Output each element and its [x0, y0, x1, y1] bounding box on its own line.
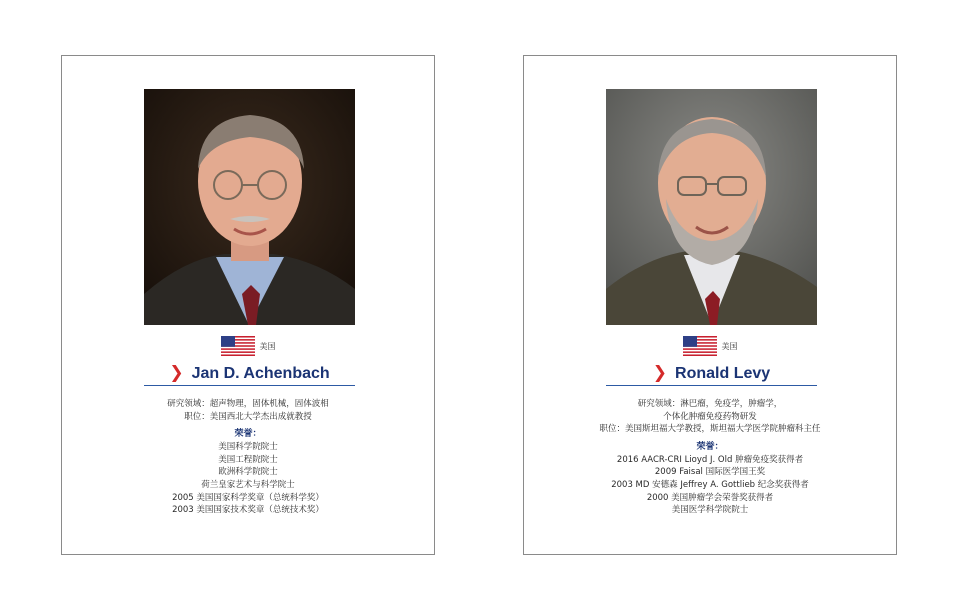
honor-item: 美国工程院院士 [218, 454, 278, 465]
portrait-photo [144, 89, 355, 325]
chevron-right-icon: ❯ [652, 363, 668, 383]
honor-item: 欧洲科学院院士 [218, 467, 278, 478]
honors-title: 荣誉： [234, 429, 262, 440]
profile-card-levy [523, 55, 897, 555]
honor-item: 美国科学院院士 [218, 442, 278, 453]
name-heading [606, 362, 817, 386]
honor-item: 美国医学科学院院士 [671, 505, 749, 516]
honor-item: 2016 AACR-CRI Lioyd J. Old 肿瘤免疫奖获得者 [616, 454, 804, 465]
country-row [524, 335, 896, 357]
honors-title: 荣誉： [696, 441, 724, 452]
name-heading [144, 362, 355, 386]
person-name: Ronald Levy [675, 364, 771, 382]
profile-info [62, 398, 434, 517]
honor-item: 荷兰皇家艺术与科学院士 [201, 479, 295, 490]
honor-item: 2003 MD 安德森 Jeffrey A. Gottlieb 纪念奖获得者 [611, 479, 809, 490]
research-field-continued: 个体化肿瘤免疫药物研发 [663, 411, 757, 422]
us-flag-icon [683, 336, 717, 356]
research-field: 研究领域：淋巴瘤，免疫学，肿瘤学， [637, 399, 783, 409]
chevron-right-icon: ❯ [169, 363, 184, 383]
country-row [62, 335, 434, 357]
portrait-image [144, 89, 355, 325]
position: 职位：美国西北大学杰出成就教授 [184, 411, 312, 422]
honor-item: 2009 Faisal 国际医学国王奖 [654, 467, 766, 478]
honor-item: 2000 美国肿瘤学会荣誉奖获得者 [646, 492, 774, 503]
person-name: Jan D. Achenbach [191, 364, 330, 382]
country-label: 美国 [721, 341, 738, 351]
profile-info [524, 398, 896, 517]
honor-item: 2005 美国国家科学奖章（总统科学奖） [172, 492, 324, 503]
portrait-photo [606, 89, 817, 325]
research-field: 研究领域：超声物理，固体机械，固体波相 [167, 399, 329, 409]
country-label: 美国 [259, 341, 276, 351]
portrait-image [606, 89, 817, 325]
us-flag-icon [221, 336, 255, 356]
position: 职位：美国斯坦福大学教授，斯坦福大学医学院肿瘤科主任 [599, 424, 821, 435]
profile-card-achenbach [61, 55, 435, 555]
honor-item: 2003 美国国家技术奖章（总统技术奖） [172, 505, 324, 516]
